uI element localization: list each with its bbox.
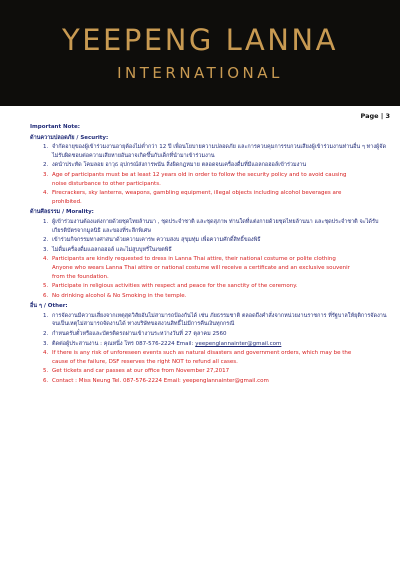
important-note-label: Important Note: [30, 124, 80, 130]
section-heading-security: ด้านความปลอดภัย / Security: [30, 134, 109, 141]
list-item: 1. การจัดงานมีความเสี่ยงจากเหตุสุดวิสัยอันไม่สามารถป้องกันได้ เช่น ภัยธรรมชาติ ตลอดถึงคำสั่งจากหน่วยงานราชการ ที่รัฐบาลให้ยุติการจัดงาน จนเป็นเหตุไม่สามารถจัดงานได้ ทางบริษัทขอสงวนสิทธิ์ไม่มีการคืนเงินทุกกรณี [50, 312, 388, 329]
list-item: 2. กำหนดรับตั๋วหรือและบัตรติดรถผ่านเข้างานระหว่างวันที่ 27 ตุลาคม 2560 [50, 330, 388, 339]
page-number: Page | 3 [360, 112, 390, 120]
list-item: 1. ผู้เข้าร่วมงานต้องแต่งกายด้วยชุดไทยล้านนา , ชุดประจำชาติ และชุดสุภาพ ท่านใดที่แต่งกายด้วยชุดไทยล้านนา และชุดประจำชาติ จะได้รับเกียรติบัตรจากมูลนิธิ และของที่ระลึกพิเศษ [50, 218, 388, 235]
list-item: 3. ไม่ดื่มเครื่องดื่มแอลกอฮอล์ และไม่สูบบุหรี่ในเขตพิธี [50, 246, 388, 255]
brand-subtitle: INTERNATIONAL [117, 64, 283, 82]
section-heading-other: อื่น ๆ / Other: [30, 303, 68, 310]
list-item: 5. Get tickets and car passes at our office from November 27,2017 [50, 367, 388, 376]
header-banner [0, 0, 400, 106]
list-item: 4. If there is any risk of unforeseen events such as natural disasters and government orders, which may be the cause of the failure, DSF reserves the right NOT to refund all cases. [50, 349, 388, 366]
list-item: 4. Participants are kindly requested to dress in Lanna Thai attire, their national costume or polite clothing Anyone who wears Lanna Thai attire or national costume will receive a certificate and an exclusive souvenir from the foundation. [50, 255, 388, 281]
section-heading-morality: ด้านศีลธรรม / Morality: [30, 209, 94, 216]
list-item: 2. เข้าร่วมกิจกรรมทางศาสนาด้วยความเคารพ ความสงบ สุขุมทุ่ม เพื่อความศักดิ์สิทธิ์ของพิธี [50, 236, 388, 245]
list-item: 1. จำกัดอายุของผู้เข้าร่วมงานอายุต้องไม่ต่ำกว่า 12 ปี เพื่อนโยบายความปลอดภัย และการควบคุมการรบกวนเสียงผู้เข้าร่วมงานท่านอื่น ๆ ทางผู้จัดไม่รับผิดชอบต่อความเสียหายอันอาจเกิดขึ้นกับเด็กที่นำมาเข้าร่วมงาน [50, 143, 388, 160]
document-body [30, 123, 388, 388]
contact-email-link[interactable]: yeepenglannainter@gmail.com [195, 340, 282, 347]
morality-list [30, 218, 388, 300]
list-item: 5. Participate in religious activities with respect and peace for the sanctity of the ceremony. [50, 282, 388, 291]
other-list [30, 312, 388, 386]
list-item: 4. Firecrackers, sky lanterns, weapons, gambling equipment, illegal objects including alcohol beverages are prohibited. [50, 189, 388, 206]
list-item: 6. Contact : Miss Neung Tel. 087-576-2224 Email: yeepenglannainter@gmail.com [50, 377, 388, 386]
list-item: 2. งดนำประทัด โคมลอย อาวุธ อุปกรณ์ส่งการพนัน สิ่งผิดกฎหมาย ตลอดจนเครื่องดื่มที่มีแอลกอฮอล์เข้าร่วมงาน [50, 161, 388, 170]
list-item: 3. Age of participants must be at least 12 years old in order to follow the security policy and to avoid causing noise disturbance to other participants. [50, 171, 388, 188]
security-list [30, 143, 388, 206]
list-item: 6. No drinking alcohol & No Smoking in the temple. [50, 292, 388, 301]
brand-title: YEEPENG LANNA [62, 23, 338, 57]
list-item: 3. ติดต่อผู้ประสานงาน : คุณหนึ่ง โทร 087-576-2224 Email: yeepenglannainter@gmail.com [50, 340, 388, 349]
